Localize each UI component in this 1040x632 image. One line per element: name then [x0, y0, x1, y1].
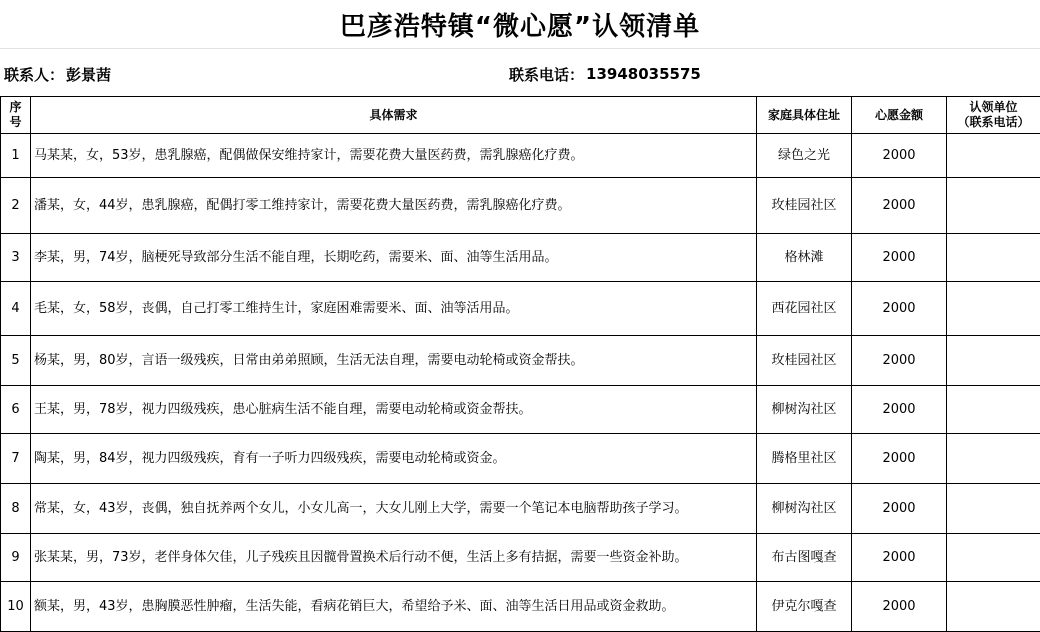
- table-row: [1, 234, 1040, 282]
- row-index: 2: [1, 178, 31, 234]
- table-row: [1, 582, 1040, 632]
- row-claim-unit: [947, 234, 1040, 282]
- table-header-row: [1, 97, 1040, 134]
- table-row: [1, 282, 1040, 336]
- row-amount: 2000: [852, 336, 947, 386]
- header-amount: 心愿金额: [852, 97, 947, 134]
- row-claim-unit: [947, 134, 1040, 178]
- row-need: 王某，男，78岁，视力四级残疾，患心脏病生活不能自理，需要电动轮椅或资金帮扶。: [31, 386, 757, 434]
- row-claim-unit: [947, 386, 1040, 434]
- row-claim-unit: [947, 582, 1040, 632]
- row-index: 3: [1, 234, 31, 282]
- row-address: 玫桂园社区: [757, 336, 852, 386]
- row-index: 7: [1, 434, 31, 484]
- table-row: [1, 534, 1040, 582]
- page-title: 巴彦浩特镇“微心愿”认领清单: [0, 0, 1040, 49]
- header-need: 具体需求: [31, 97, 757, 134]
- row-claim-unit: [947, 178, 1040, 234]
- row-amount: 2000: [852, 234, 947, 282]
- row-need: 陶某，男，84岁，视力四级残疾，育有一子听力四级残疾，需要电动轮椅或资金。: [31, 434, 757, 484]
- row-need: 潘某，女，44岁，患乳腺癌，配偶打零工维持家计，需要花费大量医药费，需乳腺癌化疗费。: [31, 178, 757, 234]
- table-row: [1, 178, 1040, 234]
- header-index: 序号: [1, 97, 31, 134]
- row-amount: 2000: [852, 178, 947, 234]
- row-need: 李某，男，74岁，脑梗死导致部分生活不能自理，长期吃药，需要米、面、油等生活用品。: [31, 234, 757, 282]
- row-claim-unit: [947, 282, 1040, 336]
- row-index: 5: [1, 336, 31, 386]
- row-amount: 2000: [852, 386, 947, 434]
- table-row: [1, 434, 1040, 484]
- contact-person-name: 彭景茜: [66, 64, 111, 85]
- row-claim-unit: [947, 336, 1040, 386]
- row-amount: 2000: [852, 282, 947, 336]
- table-row: [1, 134, 1040, 178]
- header-claim-unit: 认领单位 （联系电话）: [947, 97, 1040, 134]
- table-row: [1, 386, 1040, 434]
- row-address: 绿色之光: [757, 134, 852, 178]
- wish-list-table: [0, 96, 1040, 632]
- row-index: 8: [1, 484, 31, 534]
- row-index: 9: [1, 534, 31, 582]
- contact-person-label: 联系人：: [4, 64, 64, 85]
- row-index: 6: [1, 386, 31, 434]
- row-amount: 2000: [852, 582, 947, 632]
- row-claim-unit: [947, 434, 1040, 484]
- row-amount: 2000: [852, 134, 947, 178]
- row-need: 张某某，男，73岁，老伴身体欠佳，儿子残疾且因髋骨置换术后行动不便，生活上多有拮据，需要一些资金补助。: [31, 534, 757, 582]
- table-row: [1, 336, 1040, 386]
- row-need: 马某某，女，53岁，患乳腺癌，配偶做保安维持家计，需要花费大量医药费，需乳腺癌化疗费。: [31, 134, 757, 178]
- row-address: 伊克尔嘎查: [757, 582, 852, 632]
- row-address: 布古图嘎查: [757, 534, 852, 582]
- row-need: 常某，女，43岁，丧偶，独自抚养两个女儿，小女儿高一，大女儿刚上大学，需要一个笔记本电脑帮助孩子学习。: [31, 484, 757, 534]
- row-amount: 2000: [852, 534, 947, 582]
- header-address: 家庭具体住址: [757, 97, 852, 134]
- row-need: 杨某，男，80岁，言语一级残疾，日常由弟弟照顾，生活无法自理，需要电动轮椅或资金帮扶。: [31, 336, 757, 386]
- row-need: 额某，男，43岁，患胸膜恶性肿瘤，生活失能，看病花销巨大，希望给予米、面、油等生活日用品或资金救助。: [31, 582, 757, 632]
- row-address: 西花园社区: [757, 282, 852, 336]
- row-index: 10: [1, 582, 31, 632]
- row-address: 玫桂园社区: [757, 178, 852, 234]
- row-address: 柳树沟社区: [757, 386, 852, 434]
- contact-person: [4, 62, 111, 86]
- row-claim-unit: [947, 484, 1040, 534]
- contact-phone: [509, 62, 701, 86]
- contact-phone-number: 13948035575: [586, 65, 701, 83]
- row-index: 4: [1, 282, 31, 336]
- row-address: 腾格里社区: [757, 434, 852, 484]
- row-need: 毛某，女，58岁，丧偶，自己打零工维持生计，家庭困难需要米、面、油等活用品。: [31, 282, 757, 336]
- row-address: 格林滩: [757, 234, 852, 282]
- row-claim-unit: [947, 534, 1040, 582]
- contact-phone-label: 联系电话：: [509, 64, 584, 85]
- row-amount: 2000: [852, 484, 947, 534]
- row-address: 柳树沟社区: [757, 484, 852, 534]
- table-row: [1, 484, 1040, 534]
- row-amount: 2000: [852, 434, 947, 484]
- row-index: 1: [1, 134, 31, 178]
